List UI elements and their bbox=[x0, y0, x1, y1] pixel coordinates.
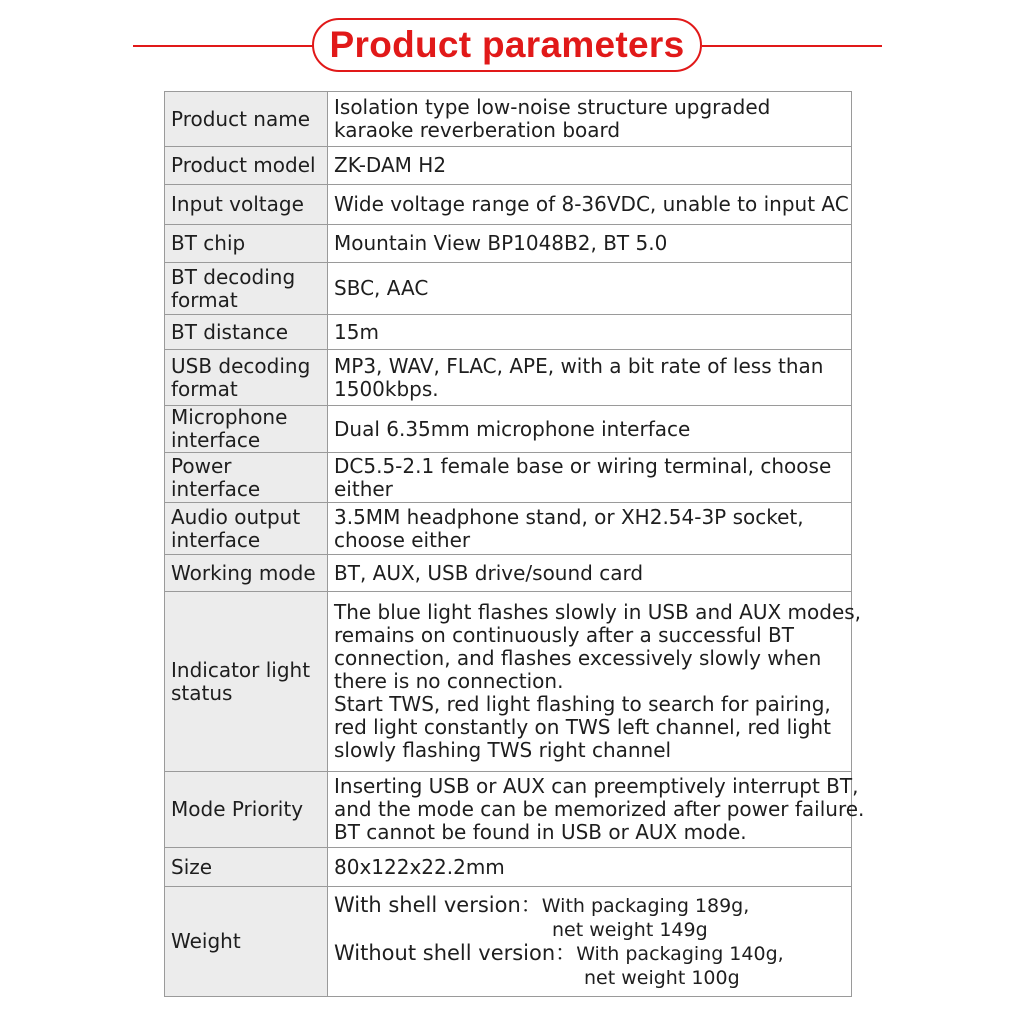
weight-without-shell-net-line bbox=[334, 966, 845, 990]
parameter-label: USB decoding format bbox=[165, 350, 328, 406]
table-row bbox=[165, 263, 852, 315]
value-line: Inserting USB or AUX can preemptively interrupt BT, bbox=[334, 774, 859, 798]
title-rule-left bbox=[133, 45, 313, 47]
parameter-value bbox=[328, 503, 852, 555]
title-pill bbox=[312, 18, 702, 72]
value-line: Mountain View BP1048B2, BT 5.0 bbox=[334, 231, 668, 255]
table-row bbox=[165, 350, 852, 406]
parameter-value bbox=[328, 555, 852, 592]
parameter-label: BT distance bbox=[165, 315, 328, 350]
value-line: BT, AUX, USB drive/sound card bbox=[334, 560, 644, 585]
parameter-value bbox=[328, 92, 852, 147]
value-line: The blue light flashes slowly in USB and AUX modes, bbox=[334, 600, 862, 624]
value-line: DC5.5-2.1 female base or wiring terminal, choose bbox=[334, 453, 832, 478]
parameter-label: Weight bbox=[165, 887, 328, 997]
parameter-label: Indicator light status bbox=[165, 592, 328, 772]
parameter-label: Product name bbox=[165, 92, 328, 147]
value-line: there is no connection. bbox=[334, 669, 564, 693]
weight-with-shell-line bbox=[334, 894, 845, 918]
parameters-table-body bbox=[165, 92, 865, 997]
table-row bbox=[165, 225, 852, 263]
parameter-value bbox=[328, 772, 865, 848]
parameter-label: Audio output interface bbox=[165, 503, 328, 555]
table-row bbox=[165, 848, 852, 887]
weight-without-shell-label: Without shell version： bbox=[334, 940, 577, 965]
parameter-label: Working mode bbox=[165, 555, 328, 592]
weight-without-shell-packaging: With packaging 140g, bbox=[576, 942, 784, 965]
table-row bbox=[165, 453, 852, 503]
parameter-label: Power interface bbox=[165, 453, 328, 503]
parameter-label: Microphone interface bbox=[165, 406, 328, 453]
parameter-label: BT decoding format bbox=[165, 263, 328, 315]
parameter-value bbox=[328, 147, 852, 185]
weight-with-shell-net-line bbox=[334, 918, 845, 942]
value-line: choose either bbox=[334, 527, 471, 552]
weight-with-shell-net: net weight 149g bbox=[552, 918, 708, 941]
value-line: red light constantly on TWS left channel, red light bbox=[334, 715, 831, 739]
value-line: 15m bbox=[334, 319, 379, 344]
parameter-value bbox=[328, 848, 852, 887]
value-line: and the mode can be memorized after power failure. bbox=[334, 797, 865, 821]
value-line: 3.5MM headphone stand, or XH2.54-3P socket, bbox=[334, 504, 804, 529]
value-line: connection, and flashes excessively slowly when bbox=[334, 646, 822, 670]
value-line: SBC, AAC bbox=[334, 276, 429, 300]
value-line: Wide voltage range of 8-36VDC, unable to input AC bbox=[334, 192, 849, 216]
parameter-label: Input voltage bbox=[165, 185, 328, 225]
value-line: MP3, WAV, FLAC, APE, with a bit rate of less than bbox=[334, 353, 824, 378]
parameter-value bbox=[328, 453, 852, 503]
value-line: Dual 6.35mm microphone interface bbox=[334, 416, 691, 441]
value-line: karaoke reverberation board bbox=[334, 118, 621, 142]
value-line: 80x122x22.2mm bbox=[334, 854, 505, 879]
table-row bbox=[165, 555, 852, 592]
table-row bbox=[165, 592, 852, 772]
table-row bbox=[165, 315, 852, 350]
parameter-label: Mode Priority bbox=[165, 772, 328, 848]
value-line: BT cannot be found in USB or AUX mode. bbox=[334, 820, 747, 844]
value-line: either bbox=[334, 476, 393, 501]
value-line: Start TWS, red light flashing to search for pairing, bbox=[334, 692, 831, 716]
header bbox=[0, 0, 1016, 90]
value-line: remains on continuously after a successful BT bbox=[334, 623, 794, 647]
table-row bbox=[165, 772, 852, 848]
value-line: 1500kbps. bbox=[334, 376, 439, 401]
parameter-value bbox=[328, 315, 852, 350]
parameter-value bbox=[328, 350, 852, 406]
value-line: ZK-DAM H2 bbox=[334, 153, 447, 177]
weight-with-shell-label: With shell version： bbox=[334, 892, 542, 917]
value-line: Isolation type low-noise structure upgraded bbox=[334, 95, 771, 119]
weight-without-shell-net: net weight 100g bbox=[584, 966, 740, 989]
parameter-label: Product model bbox=[165, 147, 328, 185]
parameter-value bbox=[328, 225, 852, 263]
table-row bbox=[165, 185, 852, 225]
parameter-label: Size bbox=[165, 848, 328, 887]
weight-with-shell-packaging: With packaging 189g, bbox=[541, 894, 750, 917]
parameter-value bbox=[328, 185, 852, 225]
table-row bbox=[165, 147, 852, 185]
parameter-value bbox=[328, 887, 852, 997]
table-row bbox=[165, 503, 852, 555]
parameter-value bbox=[328, 406, 852, 453]
weight-without-shell-line bbox=[334, 942, 845, 966]
table-row bbox=[165, 92, 852, 147]
parameter-value bbox=[328, 263, 852, 315]
parameter-label: BT chip bbox=[165, 225, 328, 263]
page-title: Product parameters bbox=[329, 24, 685, 65]
parameters-table bbox=[164, 91, 865, 997]
table-row bbox=[165, 887, 852, 997]
table-row bbox=[165, 406, 852, 453]
title-rule-right bbox=[702, 45, 882, 47]
value-line: slowly flashing TWS right channel bbox=[334, 738, 672, 762]
parameter-value bbox=[328, 592, 862, 772]
